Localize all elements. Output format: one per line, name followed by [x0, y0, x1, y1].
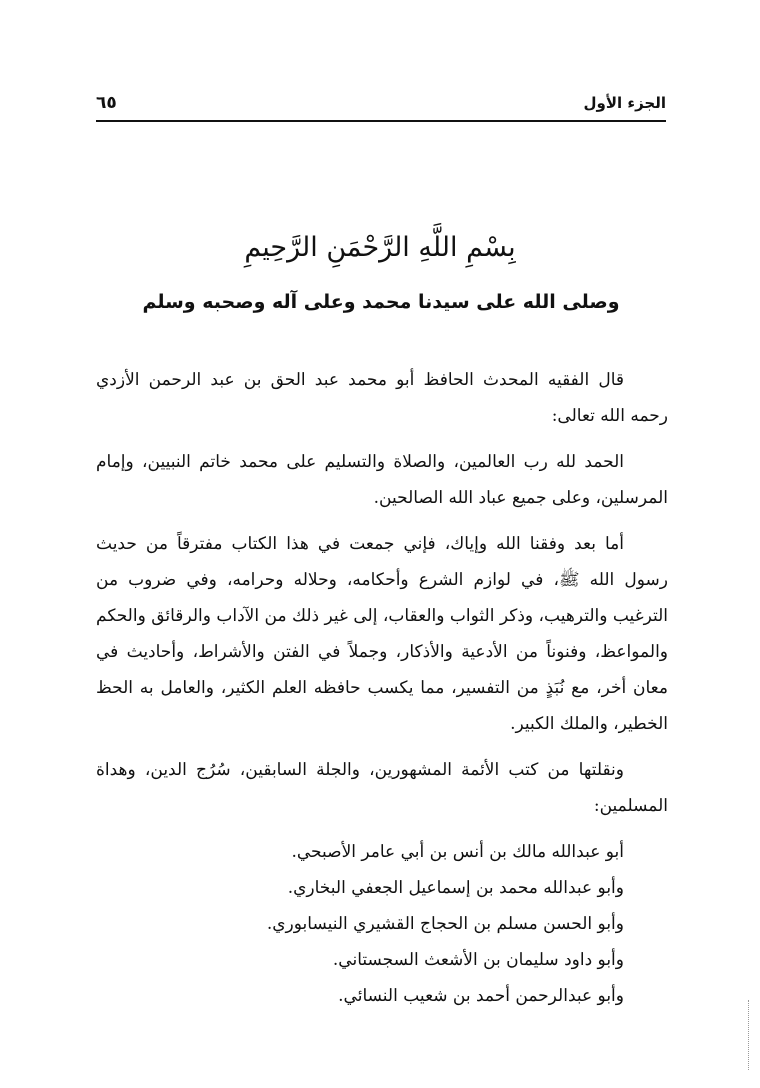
- hamd-paragraph: الحمد لله رب العالمين، والصلاة والتسليم على محمد خاتم النبيين، وإمام المرسلين، وعلى جميع عباد الله الصالحين.: [96, 452, 668, 508]
- purpose-paragraph: أما بعد وفقنا الله وإياك، فإني جمعت في هذا الكتاب مفترقاً من حديث رسول الله ﷺ، في لوازم الشرع وأحكامه، وحلاله وحرامه، وفي ضروب من الترغيب والترهيب، وذكر الثواب والعقاب، إلى غير ذلك من الآداب والرقائق والحكم والمواعظ، وفنوناً من الأدعية والأذكار، وجملاً في الفتن والأشراط، وأحاديث في معان أخر، مع نُبَذٍ من التفسير، مما يكسب حافظه العلم الكثير، والعامل به الحظ الخطير، والملك الكبير.: [96, 534, 668, 734]
- list-item: وأبو الحسن مسلم بن الحجاج القشيري النيسابوري.: [266, 914, 624, 934]
- running-head: الجزء الأول: [583, 94, 666, 112]
- imams-list: [96, 834, 668, 1014]
- basmala-calligraphy: بِسْمِ اللَّهِ الرَّحْمَنِ الرَّحِيمِ: [244, 232, 516, 263]
- main-text: [96, 362, 668, 1014]
- list-item: وأبو عبدالله محمد بن إسماعيل الجعفي البخاري.: [287, 878, 624, 898]
- sources-paragraph: ونقلتها من كتب الأئمة المشهورين، والجلة السابقين، سُرُج الدين، وهداة المسلمين:: [96, 760, 668, 816]
- intro-paragraph: قال الفقيه المحدث الحافظ أبو محمد عبد الحق بن عبد الرحمن الأزدي رحمه الله تعالى:: [96, 370, 668, 426]
- margin-dotted-line: [748, 1000, 749, 1070]
- list-item: أبو عبدالله مالك بن أنس بن أبي عامر الأصبحي.: [291, 842, 624, 862]
- list-item: وأبو عبدالرحمن أحمد بن شعيب النسائي.: [338, 986, 624, 1006]
- list-item: وأبو داود سليمان بن الأشعث السجستاني.: [332, 950, 624, 970]
- page-header: [96, 86, 666, 122]
- salawat-heading: وصلى الله على سيدنا محمد وعلى آله وصحبه وسلم: [142, 291, 620, 313]
- page-number: ٦٥: [96, 93, 117, 113]
